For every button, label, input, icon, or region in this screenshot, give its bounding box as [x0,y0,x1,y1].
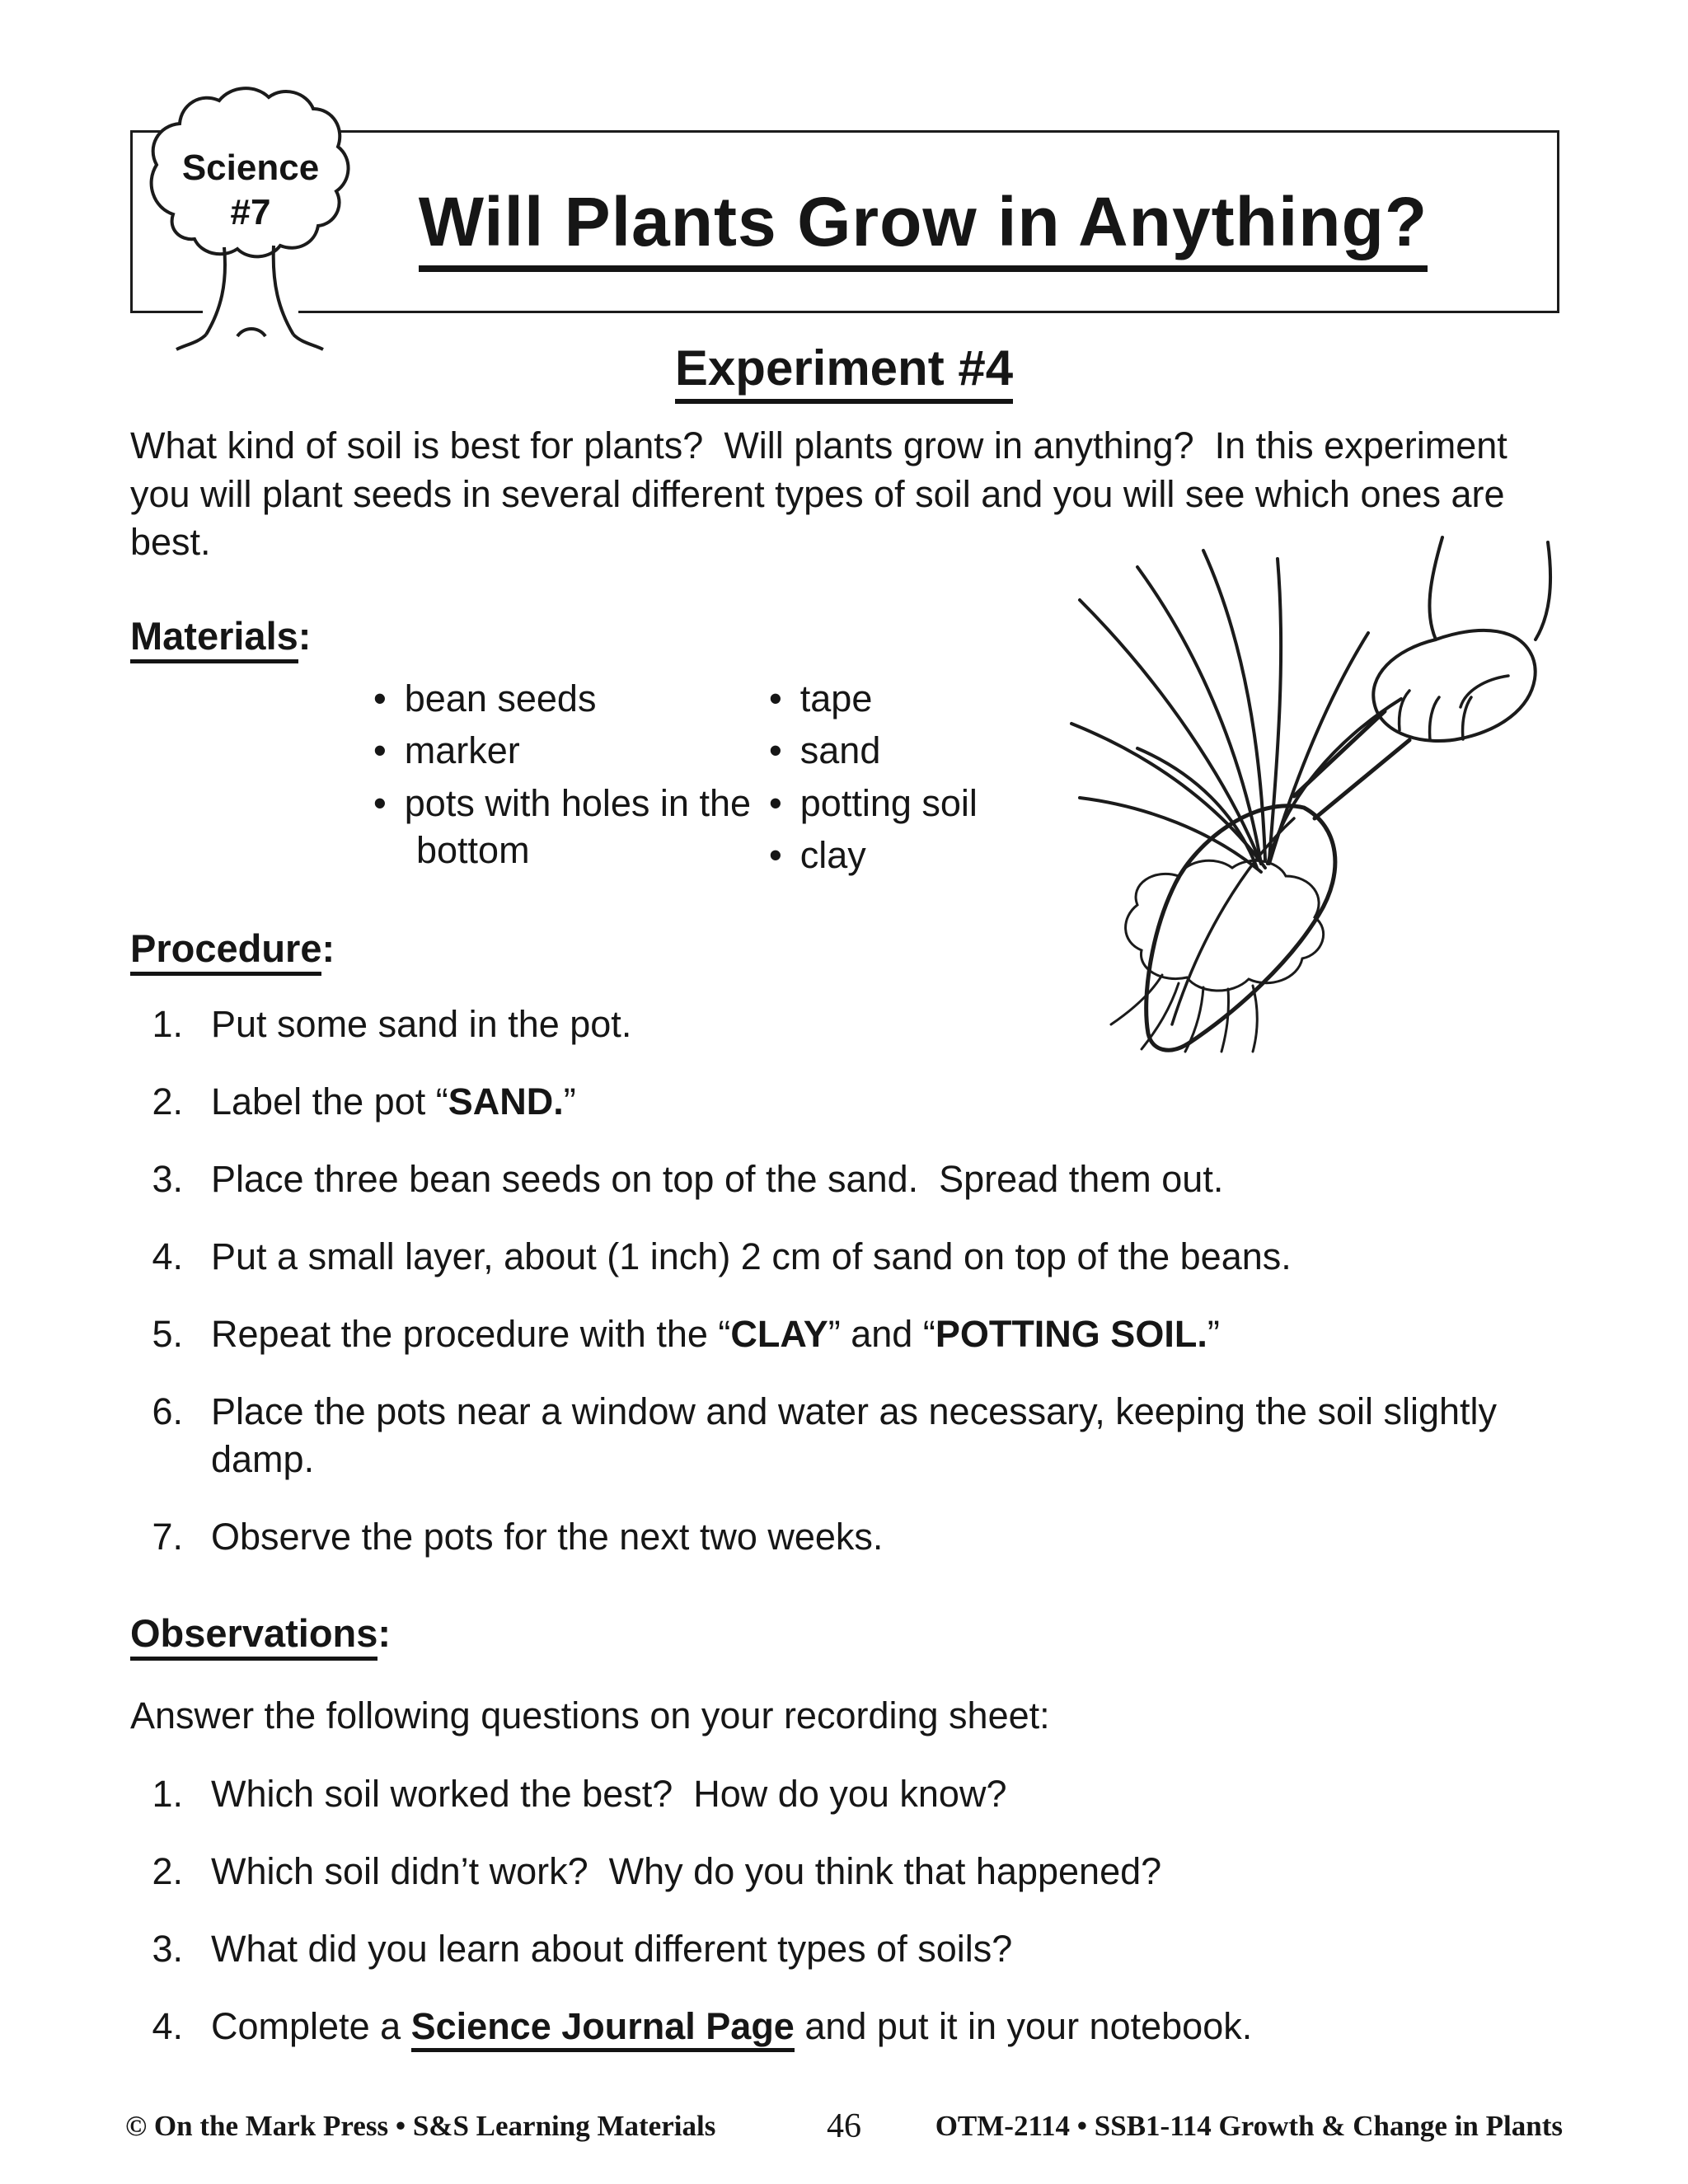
material-item [373,675,769,723]
observation-question [130,1770,1558,1818]
bullet-icon: • [373,729,387,772]
step-text: Place three bean seeds on top of the sand. Spread them out. [211,1157,1224,1200]
step-number: 5. [152,1313,183,1356]
procedure-step [130,1233,1558,1281]
observation-question [130,2003,1558,2050]
observation-question [130,1925,1558,1973]
science-journal-page-ref: Science Journal Page [411,2005,795,2052]
bullet-icon: • [769,834,782,877]
step-number: 2. [152,1080,183,1122]
procedure-step [130,1388,1558,1483]
material-item [373,780,769,874]
badge-line-2: #7 [230,192,271,232]
step-number: 1. [152,1002,183,1045]
step-text: Observe the pots for the next two weeks. [211,1516,884,1558]
intro-paragraph: What kind of soil is best for plants? Will plants grow in anything? In this experiment you will plant seeds in several different types of soil and you will see which ones are best. [130,424,1518,563]
observation-question [130,1848,1558,1896]
material-label: potting soil [799,781,978,824]
question-text: Which soil didn’t work? Why do you think that happened? [211,1849,1162,1892]
footer-catalog: OTM-2114 • SSB1-114 Growth & Change in Plants [935,2110,1563,2142]
question-text: Complete a Science Journal Page and put it in your notebook. [211,2003,1252,2050]
material-label: bean seeds [404,677,597,719]
page-number: 46 [827,2107,861,2145]
material-label: clay [799,834,866,877]
bullet-icon: • [373,677,387,719]
bullet-icon: • [769,677,782,719]
bullet-icon: • [769,729,782,772]
page-footer [125,2107,1563,2145]
trowel-seedling-illustration [1014,534,1558,1078]
bullet-icon: • [769,781,782,824]
procedure-step [130,1155,1558,1203]
step-number: 4. [152,1235,183,1278]
question-number: 4. [152,2004,183,2047]
observations-heading-colon: : [377,1611,392,1656]
observations-heading-text: Observations [130,1611,377,1661]
step-number: 6. [152,1390,183,1433]
tree-trunk [176,246,323,349]
question-number: 3. [152,1927,183,1970]
step-number: 7. [152,1516,183,1558]
material-label: pots with holes in the bottom [404,781,752,872]
observations-instruction: Answer the following questions on your recording sheet: [130,1694,1050,1737]
trowel-blade [1146,806,1335,1050]
step-text: Put some sand in the pot. [211,1002,632,1045]
experiment-subtitle: Experiment #4 [675,340,1013,404]
question-number: 2. [152,1849,183,1892]
question-text: Which soil worked the best? How do you know? [211,1772,1007,1815]
procedure-step [130,1310,1558,1358]
procedure-heading-colon: : [321,926,335,970]
materials-heading-text: Materials [130,614,298,663]
material-item [373,727,769,775]
step-text: Label the pot “SAND.” [211,1080,576,1122]
hand [1373,537,1550,741]
procedure-step [130,1513,1558,1561]
seedling-leaves [1071,551,1401,872]
step-text: Place the pots near a window and water as necessary, keeping the soil slightly damp. [211,1390,1507,1481]
observations-heading [130,1610,1558,1656]
materials-heading-colon: : [298,613,312,658]
step-text: Repeat the procedure with the “CLAY” and “POTTING SOIL.” [211,1313,1220,1356]
material-label: tape [799,677,873,719]
step-number: 3. [152,1157,183,1200]
material-label: marker [404,729,520,772]
footer-publisher: © On the Mark Press • S&S Learning Materials [125,2110,716,2142]
material-label: sand [799,729,881,772]
question-number: 1. [152,1772,183,1815]
step-text: Put a small layer, about (1 inch) 2 cm of sand on top of the beans. [211,1235,1292,1278]
procedure-step [130,1078,1558,1126]
materials-column-1 [373,670,769,879]
procedure-heading-text: Procedure [130,926,321,976]
question-text: What did you learn about different types of soils? [211,1927,1013,1970]
page-title [419,182,1428,262]
bullet-icon: • [373,781,387,824]
badge-line-1: Science [181,148,320,188]
science-badge-tree-icon [138,82,363,371]
page-title-text: Will Plants Grow in Anything? [419,183,1428,272]
